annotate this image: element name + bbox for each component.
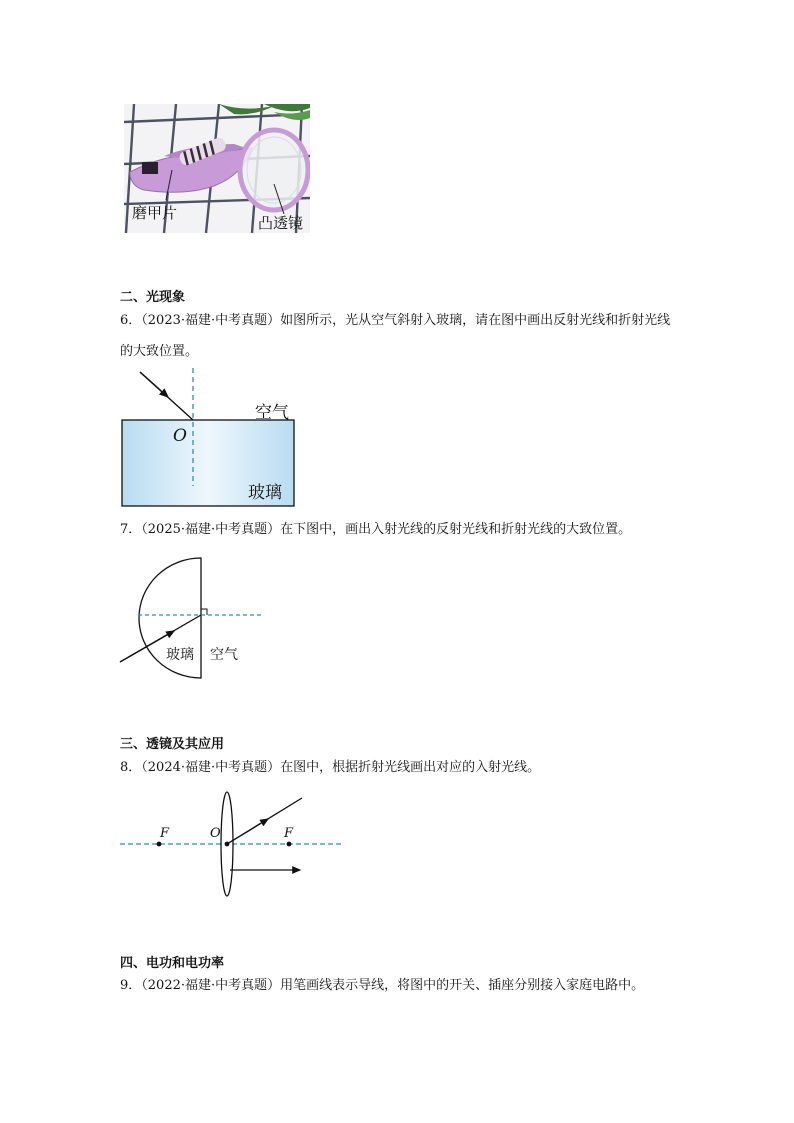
photo-label-convex-lens: 凸透镜	[258, 214, 304, 232]
section-heading-optics: 二、光现象	[120, 290, 186, 305]
q8-focus-right-dot	[287, 842, 292, 847]
question-6-text: 6．（2023·福建·中考真题）如图所示，光从空气斜射入玻璃，请在图中画出反射光线和折射光线的大致位置。	[120, 313, 671, 359]
figure-q8-convex-lens	[118, 790, 344, 902]
q6-glass-label: 玻璃	[248, 483, 282, 503]
photo-nail-clipper-magnifier	[124, 104, 310, 233]
q7-glass-label: 玻璃	[166, 647, 194, 663]
q6-point-o-label: O	[173, 426, 187, 446]
figure-q6-reflection-refraction	[118, 366, 302, 512]
section-heading-lenses: 三、透镜及其应用	[120, 737, 225, 752]
q8-center-label: O	[210, 826, 221, 841]
figure-q7-semicircle-glass	[116, 556, 266, 680]
q8-focus-left-dot	[157, 842, 162, 847]
q7-air-label: 空气	[210, 647, 238, 663]
q8-focus-left-label: F	[160, 826, 170, 841]
q8-focus-right-label: F	[284, 826, 294, 841]
q6-air-label: 空气	[255, 403, 289, 423]
question-9-text: 9．（2022·福建·中考真题）用笔画线表示导线，将图中的开关、插座分别接入家庭电路中。	[120, 978, 645, 993]
photo-label-nail-file: 磨甲片	[132, 204, 178, 222]
question-8-text: 8．（2024·福建·中考真题）在图中，根据折射光线画出对应的入射光线。	[120, 760, 541, 775]
figure-q8-drawing	[118, 790, 344, 902]
section-heading-electric-power: 四、电功和电功率	[120, 956, 225, 971]
question-7-text: 7．（2025·福建·中考真题）在下图中，画出入射光线的反射光线和折射光线的大致位置。	[120, 522, 632, 537]
